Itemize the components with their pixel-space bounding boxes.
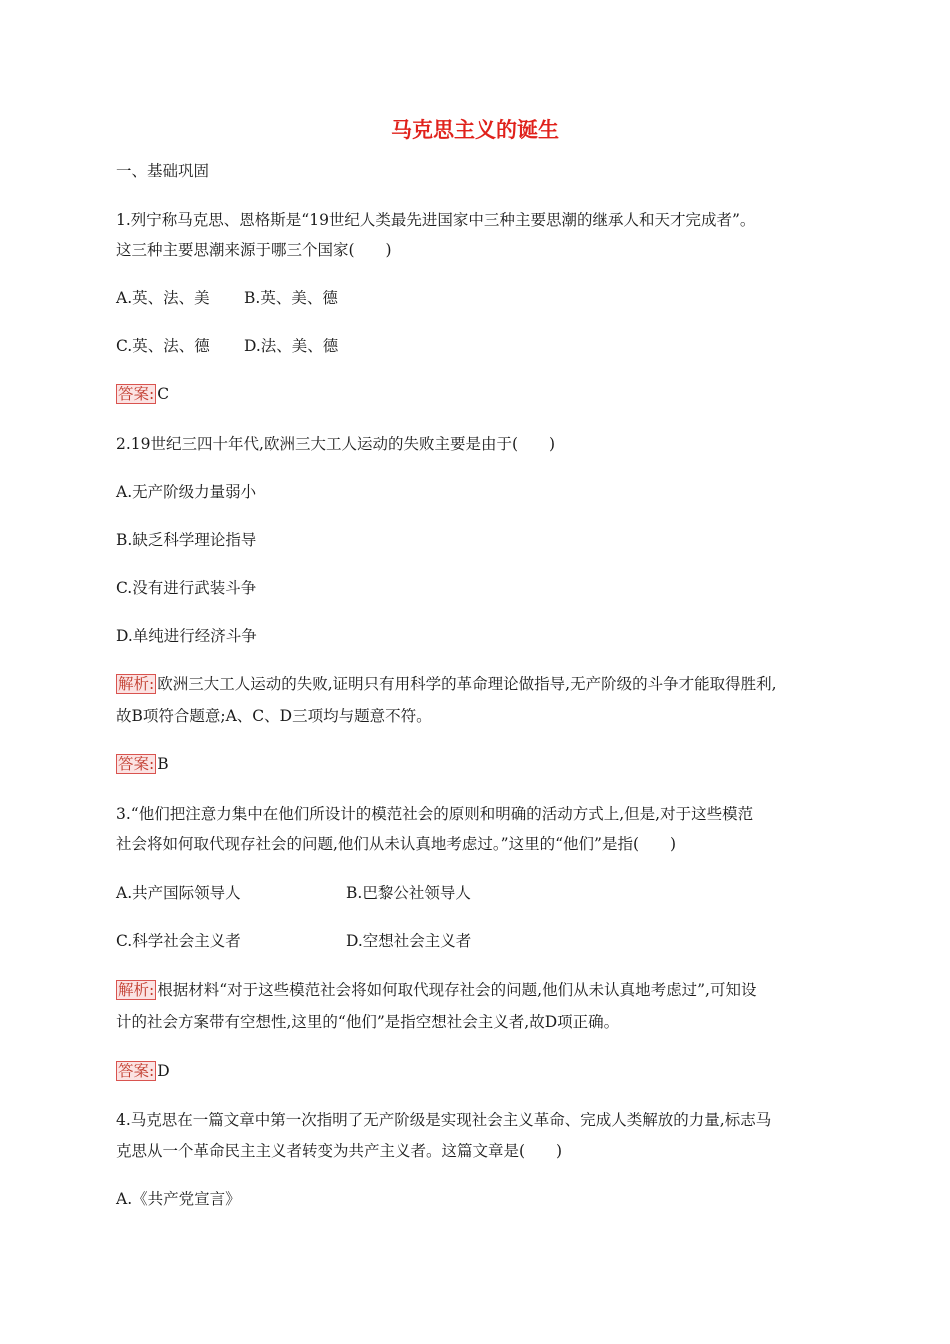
answer-tag: 答案: (118, 755, 155, 773)
q3-option-d: D.空想社会主义者 (346, 932, 472, 950)
q2-answer (116, 754, 169, 774)
q1-option-a: A.英、法、美 (116, 289, 210, 307)
answer-tag: 答案: (118, 385, 155, 403)
q1-stem-line2: 这三种主要思潮来源于哪三个国家( ) (116, 241, 392, 259)
q2-option-c: C.没有进行武装斗争 (116, 579, 257, 597)
q2-analysis-line1 (116, 674, 777, 694)
q2-option-d: D.单纯进行经济斗争 (116, 627, 257, 645)
analysis-tag: 解析: (118, 981, 155, 999)
q1-answer-value: C (157, 385, 170, 403)
q1-option-b: B.英、美、德 (244, 289, 338, 307)
q2-option-b: B.缺乏科学理论指导 (116, 531, 257, 549)
q2-analysis-text1: 欧洲三大工人运动的失败,证明只有用科学的革命理论做指导,无产阶级的斗争才能取得胜利, (157, 675, 777, 693)
q3-answer-value: D (157, 1062, 170, 1080)
q2-option-a: A.无产阶级力量弱小 (116, 483, 257, 501)
q1-stem-line1: 1.列宁称马克思、恩格斯是“19世纪人类最先进国家中三种主要思潮的继承人和天才完成者”。 (116, 211, 756, 229)
q1-answer (116, 384, 169, 404)
answer-tag: 答案: (118, 1062, 155, 1080)
q2-analysis-line2: 故B项符合题意;A、C、D三项均与题意不符。 (116, 707, 432, 725)
q3-option-c: C.科学社会主义者 (116, 932, 241, 950)
q3-analysis-text1: 根据材料“对于这些模范社会将如何取代现存社会的问题,他们从未认真地考虑过”,可知设 (157, 981, 757, 999)
q3-stem-line2: 社会将如何取代现存社会的问题,他们从未认真地考虑过。”这里的“他们”是指( ) (116, 835, 677, 853)
analysis-tag: 解析: (118, 675, 155, 693)
page-title: 马克思主义的诞生 (391, 118, 559, 142)
q3-answer (116, 1061, 170, 1081)
q3-stem-line1: 3.“他们把注意力集中在他们所设计的模范社会的原则和明确的活动方式上,但是,对于这些模范 (116, 805, 754, 823)
q1-option-c: C.英、法、德 (116, 337, 210, 355)
q2-stem-line1: 2.19世纪三四十年代,欧洲三大工人运动的失败主要是由于( ) (116, 435, 556, 453)
q4-stem-line1: 4.马克思在一篇文章中第一次指明了无产阶级是实现社会主义革命、完成人类解放的力量,标志马 (116, 1111, 772, 1129)
q3-analysis-line1 (116, 980, 756, 1000)
q3-option-b: B.巴黎公社领导人 (346, 884, 471, 902)
q2-answer-value: B (157, 755, 169, 773)
q1-option-d: D.法、美、德 (244, 337, 339, 355)
section-heading: 一、基础巩固 (116, 162, 210, 180)
q4-option-a: A.《共产党宣言》 (116, 1190, 241, 1208)
q3-option-a: A.共产国际领导人 (116, 884, 241, 902)
q3-analysis-line2: 计的社会方案带有空想性,这里的“他们”是指空想社会主义者,故D项正确。 (116, 1013, 620, 1031)
q4-stem-line2: 克思从一个革命民主主义者转变为共产主义者。这篇文章是( ) (116, 1142, 563, 1160)
